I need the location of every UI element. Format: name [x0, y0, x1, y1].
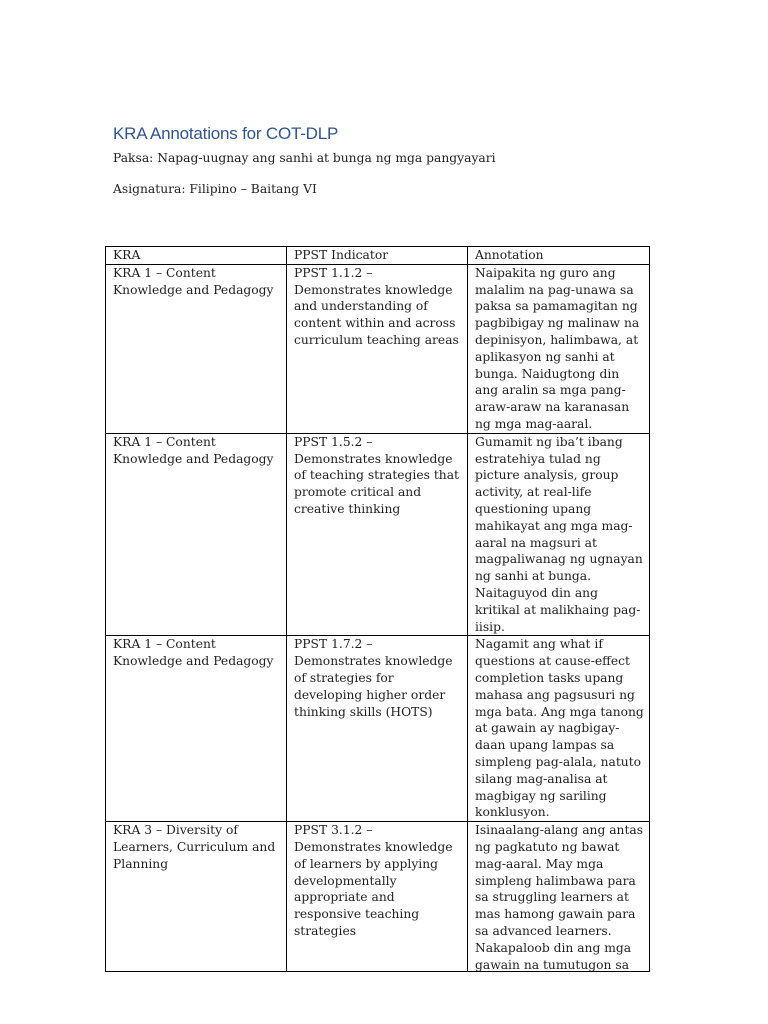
table-row	[106, 822, 650, 972]
subject-line: Paksa: Napag-uugnay ang sanhi at bunga ng mga pangyayari	[113, 151, 496, 165]
cell-indicator: PPST 1.7.2 – Demonstrates knowledge of strategies for developing higher order thinking skills (HOTS)	[287, 636, 468, 822]
course-line: Asignatura: Filipino – Baitang VI	[113, 182, 317, 196]
cell-annotation: Naipakita ng guro ang malalim na pag-unawa sa paksa sa pamamagitan ng pagbibigay ng malinaw na depinisyon, halimbawa, at aplikasyon ng sanhi at bunga. Naidugtong din ang aralin sa mga pang-araw-araw na karanasan ng mga mag-aaral.	[468, 264, 650, 433]
header-kra: KRA	[106, 247, 287, 265]
document-title: KRA Annotations for COT-DLP	[113, 124, 339, 143]
cell-kra: KRA 1 – Content Knowledge and Pedagogy	[106, 636, 287, 822]
cell-kra: KRA 1 – Content Knowledge and Pedagogy	[106, 433, 287, 636]
cell-kra: KRA 1 – Content Knowledge and Pedagogy	[106, 264, 287, 433]
cell-annotation: Nagamit ang what if questions at cause-effect completion tasks upang mahasa ang pagsusuri ng mga bata. Ang mga tanong at gawain ay nagbigay-daan upang lampas sa simpleng pag-alala, natuto silang mag-analisa at magbigay ng sariling konklusyon.	[468, 636, 650, 822]
cell-indicator: PPST 1.1.2 – Demonstrates knowledge and understanding of content within and across curriculum teaching areas	[287, 264, 468, 433]
kra-annotation-table	[105, 246, 650, 972]
table-row	[106, 264, 650, 433]
header-ppst-indicator: PPST Indicator	[287, 247, 468, 265]
table-header-row	[106, 247, 650, 265]
cell-kra: KRA 3 – Diversity of Learners, Curriculum and Planning	[106, 822, 287, 972]
cell-indicator: PPST 3.1.2 – Demonstrates knowledge of learners by applying developmentally appropriate and responsive teaching strategies	[287, 822, 468, 972]
table-row	[106, 433, 650, 636]
annotation-text: Isinaalang-alang ang antas ng pagkatuto ng bawat mag-aaral. May mga simpleng halimbawa para sa struggling learners at mas hamong gawain para sa advanced learners. Nakapaloob din ang mga gawain na tumutugon sa	[475, 823, 644, 972]
cell-indicator: PPST 1.5.2 – Demonstrates knowledge of teaching strategies that promote critical and creative thinking	[287, 433, 468, 636]
table-row	[106, 636, 650, 822]
cell-annotation	[468, 822, 650, 972]
header-annotation: Annotation	[468, 247, 650, 265]
cell-annotation: Gumamit ng iba’t ibang estratehiya tulad ng picture analysis, group activity, at real-life questioning upang mahikayat ang mga mag-aaral na magsuri at magpaliwanag ng ugnayan ng sanhi at bunga. Naitaguyod din ang kritikal at malikhaing pag-iisip.	[468, 433, 650, 636]
